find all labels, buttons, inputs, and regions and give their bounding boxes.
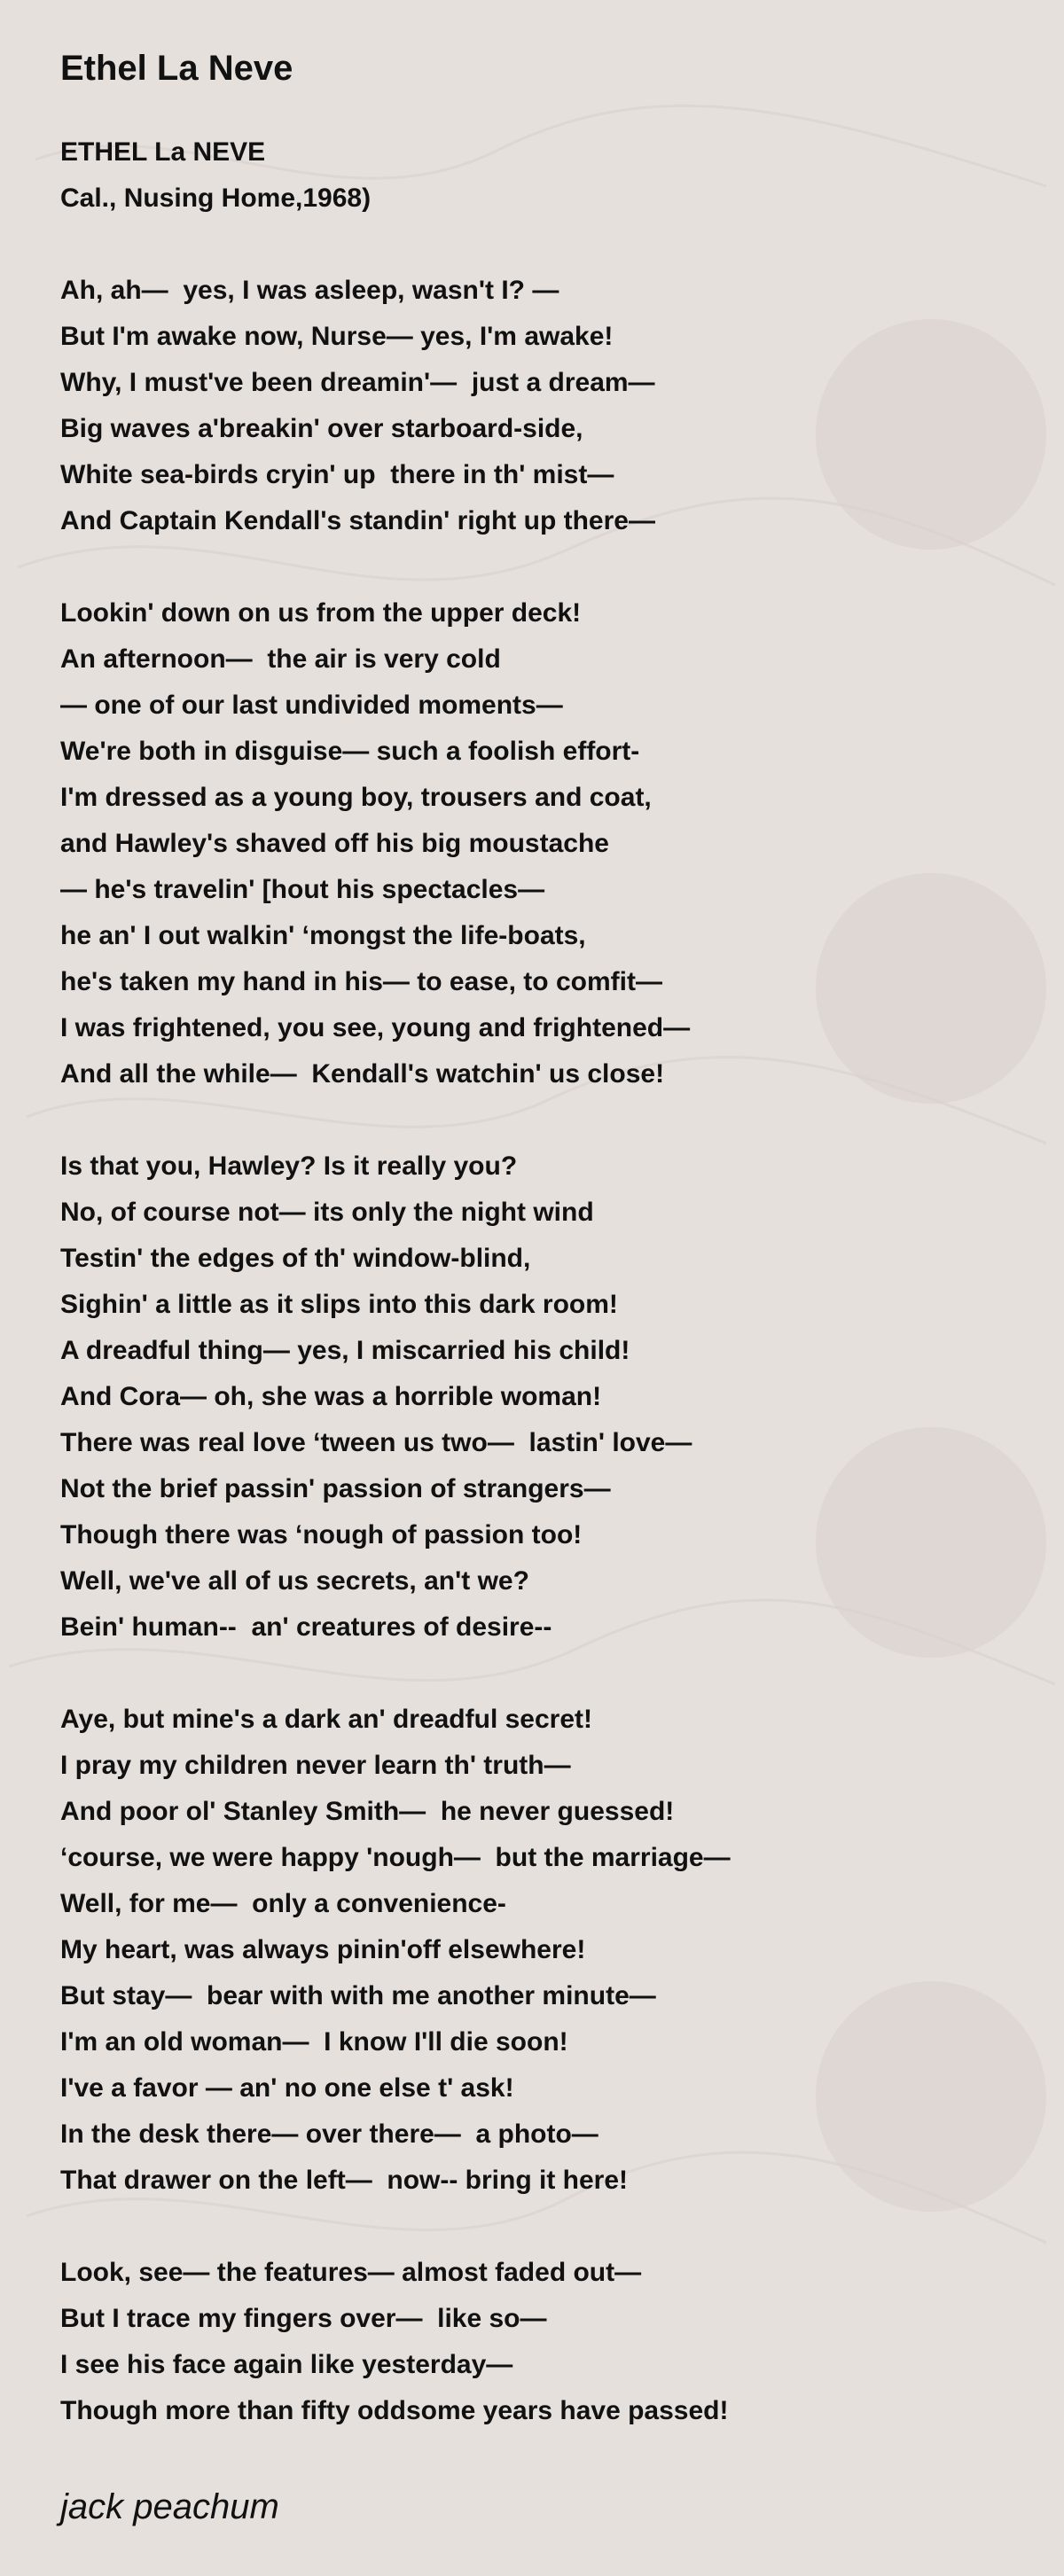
poem-line: Well, for me— only a convenience- <box>60 1889 506 1918</box>
poem-line: I pray my children never learn th' truth— <box>60 1751 571 1780</box>
poem-line: I'm an old woman— I know I'll die soon! <box>60 2027 568 2057</box>
poem-line: Well, we've all of us secrets, an't we? <box>60 1566 529 1596</box>
poem-line: That drawer on the left— now-- bring it here! <box>60 2166 629 2195</box>
stanza-1 <box>60 268 1036 544</box>
poem-line: And Cora— oh, she was a horrible woman! <box>60 1382 602 1411</box>
poem-line: and Hawley's shaved off his big moustache <box>60 829 609 858</box>
poem-line: Look, see— the features— almost faded out— <box>60 2258 642 2287</box>
poem-line: Lookin' down on us from the upper deck! <box>60 598 582 628</box>
poem-line: Testin' the edges of th' window-blind, <box>60 1244 531 1273</box>
poem-line: Though more than fifty oddsome years have passed! <box>60 2396 729 2425</box>
poem-line: There was real love ‘tween us two— lastin' love— <box>60 1428 692 1457</box>
poem-line: Ah, ah— yes, I was asleep, wasn't I? — <box>60 276 559 305</box>
poem-line: Not the brief passin' passion of strangers— <box>60 1474 611 1503</box>
poem-line: My heart, was always pinin'off elsewhere! <box>60 1935 586 1964</box>
poem-line: I was frightened, you see, young and frightened— <box>60 1013 691 1042</box>
poem-line: But I trace my fingers over— like so— <box>60 2304 547 2333</box>
poem-line: And poor ol' Stanley Smith— he never guessed! <box>60 1797 675 1826</box>
stanza-4 <box>60 1697 1036 2204</box>
poem-line: In the desk there— over there— a photo— <box>60 2119 598 2149</box>
poem-title: Ethel La Neve <box>60 49 293 88</box>
poem-line: ‘course, we were happy 'nough— but the marriage— <box>60 1843 731 1872</box>
poem-author: jack peachum <box>60 2487 279 2526</box>
header-line: ETHEL La NEVE <box>60 137 266 167</box>
poem-line: I see his face again like yesterday— <box>60 2350 513 2379</box>
poem-line: — one of our last undivided moments— <box>60 691 563 720</box>
poem-line: White sea-birds cryin' up there in th' mist— <box>60 460 614 489</box>
poem-line: But I'm awake now, Nurse— yes, I'm awake! <box>60 322 614 351</box>
poem-line: Sighin' a little as it slips into this dark room! <box>60 1290 618 1319</box>
poem-line: We're both in disguise— such a foolish effort- <box>60 737 640 766</box>
poem-line: A dreadful thing— yes, I miscarried his child! <box>60 1336 630 1365</box>
poem-line: No, of course not— its only the night wind <box>60 1198 594 1227</box>
stanza-3 <box>60 1144 1036 1651</box>
poem-line: Aye, but mine's a dark an' dreadful secret! <box>60 1705 593 1734</box>
poem-line: Big waves a'breakin' over starboard-side, <box>60 414 583 443</box>
stanza-5 <box>60 2250 1036 2434</box>
poem-line: Though there was ‘nough of passion too! <box>60 1520 583 1550</box>
poem-line: I'm dressed as a young boy, trousers and coat, <box>60 783 652 812</box>
poem-line: And all the while— Kendall's watchin' us close! <box>60 1059 665 1089</box>
poem-line: But stay— bear with with me another minute— <box>60 1981 656 2010</box>
poem-line: he's taken my hand in his— to ease, to comfit— <box>60 967 662 996</box>
poem-line: An afternoon— the air is very cold <box>60 644 501 674</box>
header-line: Cal., Nusing Home,1968) <box>60 183 372 213</box>
stanza-2 <box>60 590 1036 1097</box>
poem-line: he an' I out walkin' ‘mongst the life-boats, <box>60 921 586 950</box>
poem-line: I've a favor — an' no one else t' ask! <box>60 2073 514 2103</box>
poem-line: Why, I must've been dreamin'— just a dream— <box>60 368 655 397</box>
poem-line: Is that you, Hawley? Is it really you? <box>60 1151 518 1181</box>
poem-header <box>60 129 1036 222</box>
poem-line: — he's travelin' [hout his spectacles— <box>60 875 545 904</box>
poem-line: Bein' human-- an' creatures of desire-- <box>60 1612 552 1642</box>
poem-line: And Captain Kendall's standin' right up there— <box>60 506 655 535</box>
